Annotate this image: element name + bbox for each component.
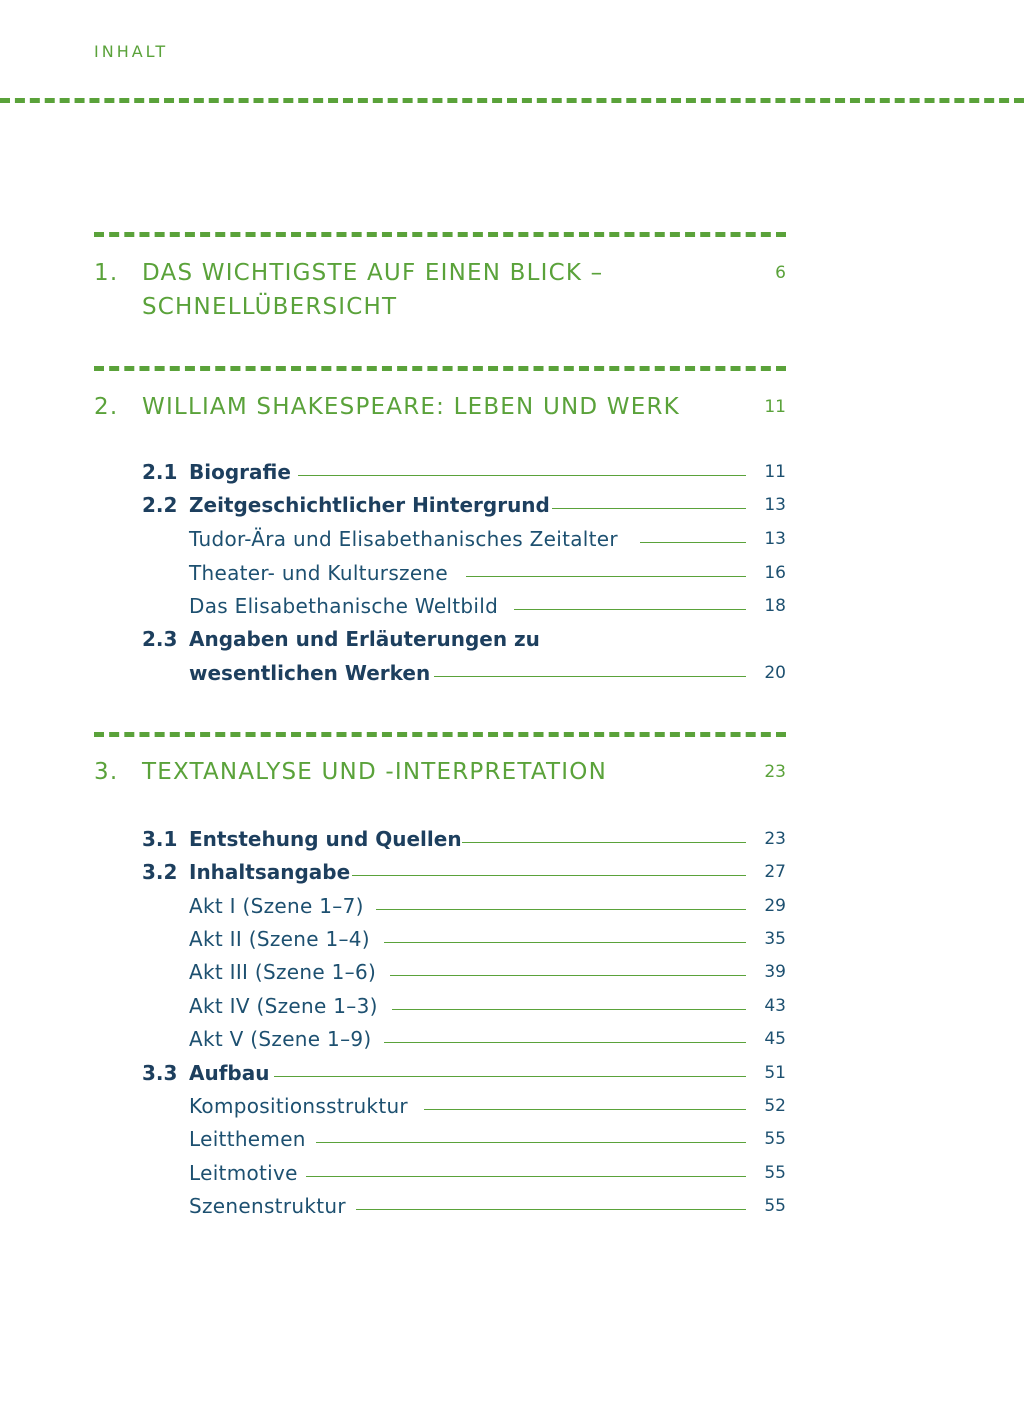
entry-label: Entstehung und Quellen	[189, 827, 462, 851]
entry-label: Aufbau	[189, 1061, 270, 1085]
dot-leader	[352, 875, 746, 876]
page-header-label: INHALT	[94, 42, 169, 61]
section-number: 3.2	[142, 860, 178, 884]
chapter-number: 3.	[94, 759, 119, 785]
section-number: 2.3	[142, 627, 178, 651]
toc-entry-akt-4[interactable]	[142, 991, 786, 1021]
header-divider	[0, 98, 1024, 103]
entry-page-number: 55	[764, 1129, 786, 1149]
entry-label: Tudor-Ära und Elisabethanisches Zeitalter	[189, 527, 618, 551]
toc-entry-3-1[interactable]	[142, 824, 786, 854]
dot-leader	[274, 1076, 746, 1077]
entry-label: Leitmotive	[189, 1161, 298, 1185]
toc-entry-akt-2[interactable]	[142, 924, 786, 954]
entry-page-number: 52	[764, 1096, 786, 1116]
entry-page-number: 45	[764, 1029, 786, 1049]
dot-leader	[434, 676, 746, 677]
chapter-3-divider	[94, 732, 786, 737]
chapter-title: WILLIAM SHAKESPEARE: LEBEN UND WERK	[142, 394, 680, 420]
dot-leader	[390, 975, 746, 976]
chapter-page-number: 23	[764, 762, 786, 782]
toc-entry-leitmotive[interactable]	[142, 1158, 786, 1188]
entry-label: Akt I (Szene 1–7)	[189, 894, 364, 918]
dot-leader	[376, 909, 746, 910]
dot-leader	[298, 475, 746, 476]
toc-entry-leitthemen[interactable]	[142, 1124, 786, 1154]
toc-entry-akt-1[interactable]	[142, 891, 786, 921]
section-number: 3.1	[142, 827, 178, 851]
toc-entry-theater-kulturszene[interactable]	[142, 558, 786, 588]
entry-label: Angaben und Erläuterungen zu	[189, 627, 540, 651]
entry-label: Das Elisabethanische Weltbild	[189, 594, 499, 618]
entry-page-number: 55	[764, 1196, 786, 1216]
chapter-1-divider	[94, 232, 786, 237]
chapter-title-continued: SCHNELLÜBERSICHT	[142, 294, 398, 320]
entry-label-continued: wesentlichen Werken	[189, 661, 431, 685]
chapter-2-divider	[94, 366, 786, 371]
toc-entry-akt-5[interactable]	[142, 1024, 786, 1054]
toc-entry-3-2[interactable]	[142, 857, 786, 887]
entry-label: Akt III (Szene 1–6)	[189, 960, 377, 984]
entry-page-number: 29	[764, 896, 786, 916]
section-number: 3.3	[142, 1061, 178, 1085]
dot-leader	[384, 942, 746, 943]
section-number: 2.2	[142, 493, 178, 517]
entry-page-number: 16	[764, 563, 786, 583]
dot-leader	[316, 1142, 746, 1143]
dot-leader	[424, 1109, 746, 1110]
chapter-number: 2.	[94, 394, 119, 420]
entry-page-number: 23	[764, 829, 786, 849]
entry-label: Theater- und Kulturszene	[189, 561, 449, 585]
entry-label: Szenenstruktur	[189, 1194, 346, 1218]
dot-leader	[462, 842, 746, 843]
dot-leader	[306, 1176, 746, 1177]
toc-entry-2-3[interactable]	[142, 624, 786, 688]
entry-page-number: 13	[764, 529, 786, 549]
entry-page-number: 43	[764, 996, 786, 1016]
toc-chapter-3[interactable]	[94, 755, 786, 789]
entry-label: Zeitgeschichtlicher Hintergrund	[189, 493, 550, 517]
entry-label: Akt IV (Szene 1–3)	[189, 994, 378, 1018]
entry-label: Leitthemen	[189, 1127, 306, 1151]
entry-label: Biografie	[189, 460, 291, 484]
chapter-page-number: 11	[764, 397, 786, 417]
toc-entry-weltbild[interactable]	[142, 591, 786, 621]
entry-page-number: 11	[764, 462, 786, 482]
chapter-number: 1.	[94, 260, 119, 286]
toc-entry-tudor-aera[interactable]	[142, 524, 786, 554]
dot-leader	[466, 576, 746, 577]
entry-label: Kompositionsstruktur	[189, 1094, 408, 1118]
dot-leader	[384, 1042, 746, 1043]
toc-chapter-2[interactable]	[94, 390, 786, 424]
dot-leader	[640, 542, 746, 543]
entry-page-number: 39	[764, 962, 786, 982]
entry-page-number: 35	[764, 929, 786, 949]
toc-entry-kompositionsstruktur[interactable]	[142, 1091, 786, 1121]
chapter-title: TEXTANALYSE UND -INTERPRETATION	[142, 759, 607, 785]
chapter-title: DAS WICHTIGSTE AUF EINEN BLICK –	[142, 260, 604, 286]
toc-entry-akt-3[interactable]	[142, 957, 786, 987]
entry-label: Akt II (Szene 1–4)	[189, 927, 370, 951]
toc-entry-szenenstruktur[interactable]	[142, 1191, 786, 1221]
dot-leader	[514, 609, 746, 610]
entry-page-number: 13	[764, 495, 786, 515]
entry-page-number: 51	[764, 1063, 786, 1083]
entry-page-number: 20	[764, 663, 786, 683]
dot-leader	[356, 1209, 746, 1210]
section-number: 2.1	[142, 460, 178, 484]
toc-entry-3-3[interactable]	[142, 1058, 786, 1088]
toc-entry-2-2[interactable]	[142, 490, 786, 520]
entry-label: Akt V (Szene 1–9)	[189, 1027, 372, 1051]
entry-page-number: 55	[764, 1163, 786, 1183]
dot-leader	[392, 1009, 746, 1010]
entry-page-number: 18	[764, 596, 786, 616]
toc-entry-2-1[interactable]	[142, 457, 786, 487]
toc-chapter-1[interactable]	[94, 256, 786, 324]
entry-label: Inhaltsangabe	[189, 860, 351, 884]
dot-leader	[552, 508, 746, 509]
chapter-page-number: 6	[775, 263, 786, 283]
entry-page-number: 27	[764, 862, 786, 882]
